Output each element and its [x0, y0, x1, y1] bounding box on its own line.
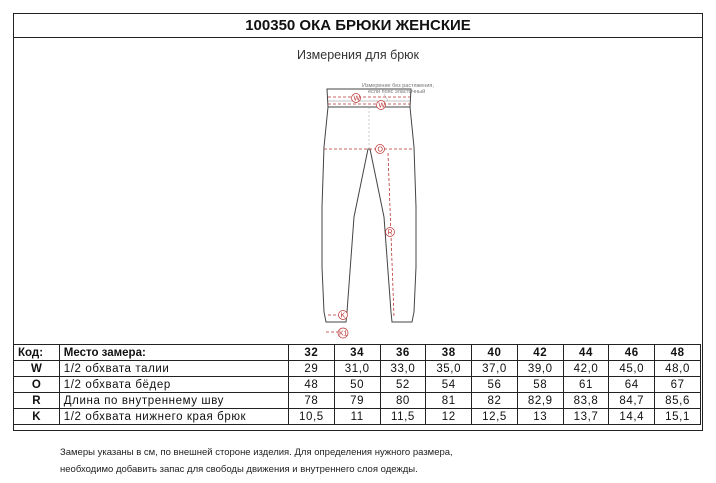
footnote	[60, 444, 453, 478]
table-cell: 50	[334, 377, 380, 393]
table-row	[14, 361, 701, 377]
row-code: W	[14, 361, 60, 377]
product-title: 100350 ОКА БРЮКИ ЖЕНСКИЕ	[14, 14, 702, 38]
size-chart-frame	[13, 13, 703, 431]
size-header: 44	[563, 345, 609, 361]
table-cell: 48,0	[655, 361, 701, 377]
table-cell: 35,0	[426, 361, 472, 377]
hem-k1-label: K1	[339, 330, 348, 338]
size-table	[13, 344, 701, 425]
table-cell: 81	[426, 393, 472, 409]
size-header: 38	[426, 345, 472, 361]
table-cell: 12	[426, 409, 472, 425]
table-cell: 33,0	[380, 361, 426, 377]
table-cell: 10,5	[289, 409, 335, 425]
table-cell: 12,5	[472, 409, 518, 425]
table-cell: 13,7	[563, 409, 609, 425]
size-header: 36	[380, 345, 426, 361]
table-cell: 52	[380, 377, 426, 393]
size-header: 40	[472, 345, 518, 361]
table-cell: 67	[655, 377, 701, 393]
table-row	[14, 409, 701, 425]
footnote-line2: необходимо добавить запас для свободы движения и внутреннего слоя одежды.	[60, 464, 418, 475]
size-header: 42	[517, 345, 563, 361]
table-cell: 31,0	[334, 361, 380, 377]
diagram-title: Измерения для брюк	[296, 48, 420, 62]
table-cell: 64	[609, 377, 655, 393]
table-row	[14, 377, 701, 393]
table-cell: 58	[517, 377, 563, 393]
table-cell: 37,0	[472, 361, 518, 377]
row-code: O	[14, 377, 60, 393]
code-header: Код:	[14, 345, 60, 361]
table-cell: 48	[289, 377, 335, 393]
table-cell: 42,0	[563, 361, 609, 377]
table-cell: 39,0	[517, 361, 563, 377]
annotation-line1: Измерение без растяжения,	[362, 83, 434, 89]
hem-k-label: K	[340, 312, 346, 320]
pants-measurement-diagram	[284, 67, 454, 342]
row-place: 1/2 обхвата талии	[59, 361, 288, 377]
table-cell: 80	[380, 393, 426, 409]
table-cell: 83,8	[563, 393, 609, 409]
table-cell: 14,4	[609, 409, 655, 425]
waist-w-label: W	[353, 95, 361, 103]
waist-w-inner-label: W	[378, 102, 386, 110]
row-place: 1/2 обхвата нижнего края брюк	[59, 409, 288, 425]
annotation-pointer	[384, 94, 388, 101]
table-cell: 45,0	[609, 361, 655, 377]
footnote-line1: Замеры указаны в см, по внешней стороне изделия. Для определения нужного размера,	[60, 447, 453, 458]
table-cell: 11	[334, 409, 380, 425]
size-header: 32	[289, 345, 335, 361]
table-cell: 85,6	[655, 393, 701, 409]
hips-o-label: O	[377, 146, 383, 154]
table-cell: 54	[426, 377, 472, 393]
table-cell: 56	[472, 377, 518, 393]
size-header: 46	[609, 345, 655, 361]
size-table-header-row	[14, 345, 701, 361]
table-cell: 82,9	[517, 393, 563, 409]
row-place: 1/2 обхвата бёдер	[59, 377, 288, 393]
table-cell: 15,1	[655, 409, 701, 425]
size-header: 48	[655, 345, 701, 361]
table-row	[14, 393, 701, 409]
table-cell: 29	[289, 361, 335, 377]
table-cell: 61	[563, 377, 609, 393]
row-code: K	[14, 409, 60, 425]
table-cell: 84,7	[609, 393, 655, 409]
inseam-r-label: R	[387, 229, 393, 237]
table-cell: 13	[517, 409, 563, 425]
table-cell: 79	[334, 393, 380, 409]
place-header: Место замера:	[59, 345, 288, 361]
table-cell: 11,5	[380, 409, 426, 425]
annotation-line2: если пояс эластичный	[368, 89, 426, 95]
table-cell: 82	[472, 393, 518, 409]
row-place: Длина по внутреннему шву	[59, 393, 288, 409]
row-code: R	[14, 393, 60, 409]
size-header: 34	[334, 345, 380, 361]
table-cell: 78	[289, 393, 335, 409]
